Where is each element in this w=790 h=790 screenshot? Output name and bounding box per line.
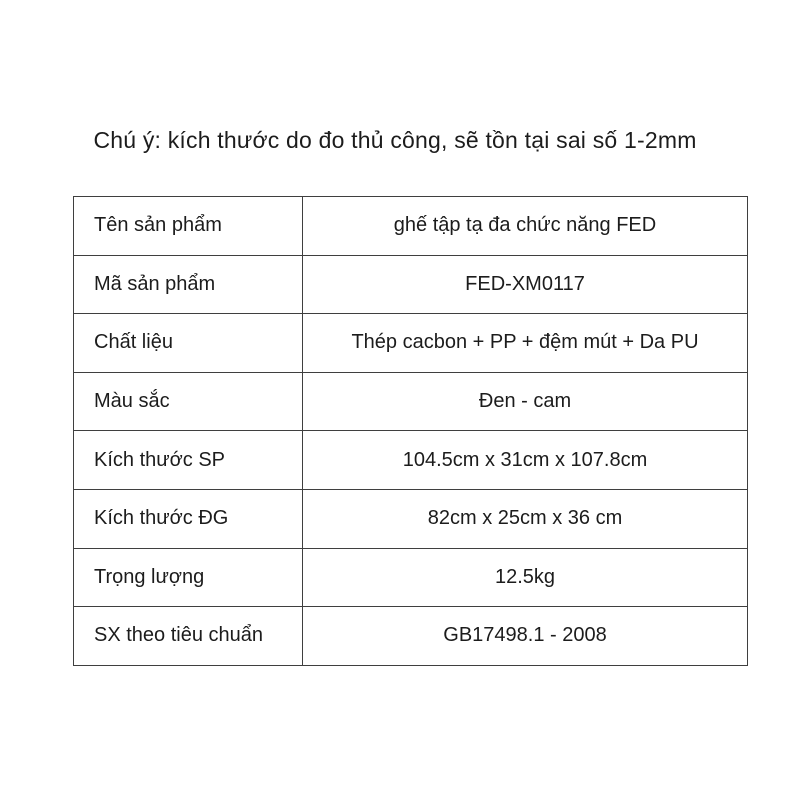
spec-label: Màu sắc	[74, 372, 303, 431]
spec-label: Kích thước SP	[74, 431, 303, 490]
measurement-note: Chú ý: kích thước do đo thủ công, sẽ tồn tại sai số 1-2mm	[93, 127, 697, 153]
spec-value: ghế tập tạ đa chức năng FED	[303, 197, 748, 256]
spec-value: Thép cacbon + PP + đệm mút + Da PU	[303, 314, 748, 373]
product-spec-table	[73, 196, 748, 666]
spec-value: GB17498.1 - 2008	[303, 607, 748, 666]
spec-table-body	[74, 197, 748, 666]
spec-label: SX theo tiêu chuẩn	[74, 607, 303, 666]
spec-label: Chất liệu	[74, 314, 303, 373]
table-row	[74, 255, 748, 314]
table-row	[74, 607, 748, 666]
spec-value: FED-XM0117	[303, 255, 748, 314]
table-row	[74, 548, 748, 607]
spec-label: Tên sản phẩm	[74, 197, 303, 256]
table-row	[74, 489, 748, 548]
table-row	[74, 431, 748, 490]
spec-value: 104.5cm x 31cm x 107.8cm	[303, 431, 748, 490]
table-row	[74, 314, 748, 373]
spec-label: Kích thước ĐG	[74, 489, 303, 548]
spec-value: 12.5kg	[303, 548, 748, 607]
table-row	[74, 197, 748, 256]
spec-value: Đen - cam	[303, 372, 748, 431]
table-row	[74, 372, 748, 431]
spec-value: 82cm x 25cm x 36 cm	[303, 489, 748, 548]
spec-label: Mã sản phẩm	[74, 255, 303, 314]
spec-label: Trọng lượng	[74, 548, 303, 607]
